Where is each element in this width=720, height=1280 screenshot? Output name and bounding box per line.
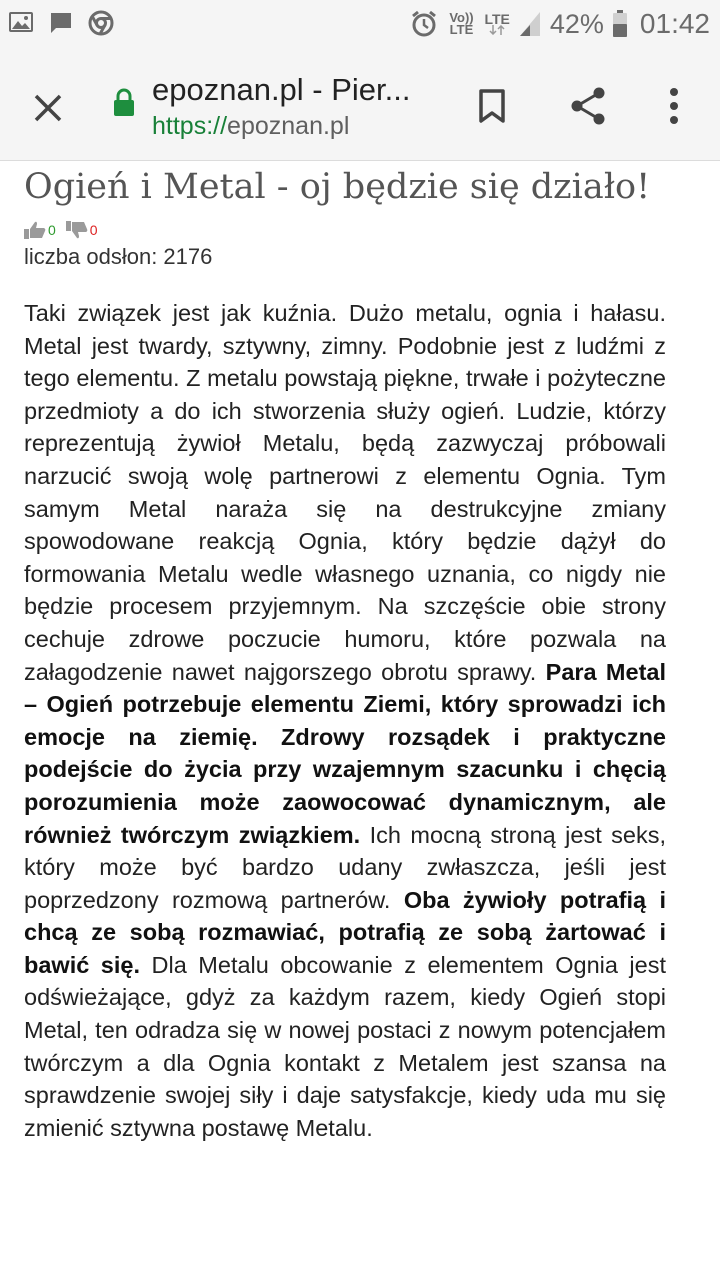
- image-icon: [8, 10, 36, 38]
- lte-indicator: [484, 13, 509, 35]
- signal-icon: [518, 10, 542, 38]
- thumbs-up-icon: [24, 221, 46, 239]
- view-count: liczba odsłon: 2176: [24, 244, 213, 269]
- share-button[interactable]: [564, 82, 612, 130]
- status-bar: [0, 0, 720, 48]
- dislikes-count: 0: [89, 222, 98, 238]
- volte-indicator: Vo)) LTE: [449, 10, 474, 37]
- data-arrows-icon: [489, 25, 505, 35]
- vote-bar: [24, 219, 666, 241]
- body-segment: Ich mocną stroną jest seks, który może być bardzo udany zwłaszcza, jeśli jest poprzedzony rozmową partnerów.: [24, 821, 666, 913]
- thumbs-down-button[interactable]: [66, 221, 88, 239]
- battery-icon: [612, 10, 628, 38]
- url-host: epoznan.pl: [227, 112, 350, 140]
- overflow-menu-button[interactable]: [654, 82, 694, 130]
- close-button[interactable]: [20, 80, 76, 136]
- status-bar-notifications: [8, 8, 116, 40]
- body-segment: Dla Metalu obcowanie z elementem Ognia jest odświeżające, gdyż za każdym razem, kiedy Ogień stopi Metal, ten odradza się w nowej postaci z nowym potencjałem twórczym a dla Ognia kontakt z Metalem jest szansa na sprawdzenie swojej siły i daje satysfakcje, kiedy uda mu się zmienić sztywna postawę Metalu.: [24, 951, 667, 1141]
- more-vert-icon: [669, 88, 679, 124]
- body-segment-bold: Para Metal – Ogień potrzebuje elementu Ziemi, który sprowadzi ich emocje na ziemię. Zdrowy rozsądek i praktyczne podejście do życia przy wzajemnym szacunku i chęcią porozumienia może zaowocować dynamicznym, ale również twórczym związkiem.: [24, 658, 666, 848]
- thumbs-down-icon: [66, 221, 88, 239]
- browser-toolbar: [0, 48, 720, 161]
- close-icon: [33, 93, 63, 123]
- body-segment-bold: Oba żywioły potrafią i chcą ze sobą rozmawiać, potrafią ze sobą żartować i bawić się.: [24, 886, 667, 978]
- secure-lock-icon[interactable]: [112, 88, 136, 118]
- battery-percent: 42%: [549, 8, 604, 39]
- share-icon: [569, 86, 607, 126]
- url-scheme: https://: [152, 112, 228, 140]
- url-display[interactable]: [152, 112, 349, 141]
- article-body: [24, 297, 666, 1144]
- likes-count: 0: [48, 222, 56, 238]
- status-bar-system: [410, 6, 710, 42]
- clock: 01:42: [639, 8, 710, 39]
- lte-label: LTE: [484, 11, 510, 27]
- body-segment: Taki związek jest jak kuźnia. Dużo metalu, ognia i hałasu. Metal jest twardy, sztywny, zimny. Podobnie jest z ludźmi z tego elementu. Z metalu powstają piękne, trwałe i pożyteczne przedmioty a do ich stworzenia służy ogień. Ludzie, którzy reprezentują żywioł Metalu, będą zazwyczaj próbowali narzucić swoją wolę partnerowi z elementu Ognia. Tym samym Metal naraża się na destrukcyjne zmiany spowodowane reakcją Ognia, który będzie dążył do formowania Metalu wedle własnego uznania, co nigdy nie będzie procesem przyjemnym. Na szczęście obie strony cechuje zdrowe poczucie humoru, które pozwala na załagodzenie nawet najgorszego obrotu sprawy.: [24, 300, 666, 685]
- alarm-icon: [410, 10, 438, 38]
- message-icon: [48, 10, 76, 38]
- thumbs-up-button[interactable]: [24, 221, 46, 239]
- bookmark-icon: [478, 88, 506, 124]
- bookmark-button[interactable]: [470, 82, 514, 130]
- page-title[interactable]: epoznan.pl - Pier...: [152, 72, 411, 107]
- chrome-icon: [88, 10, 116, 38]
- article: [24, 161, 666, 1144]
- article-title: Ogień i Metal - oj będzie się działo!: [24, 167, 651, 207]
